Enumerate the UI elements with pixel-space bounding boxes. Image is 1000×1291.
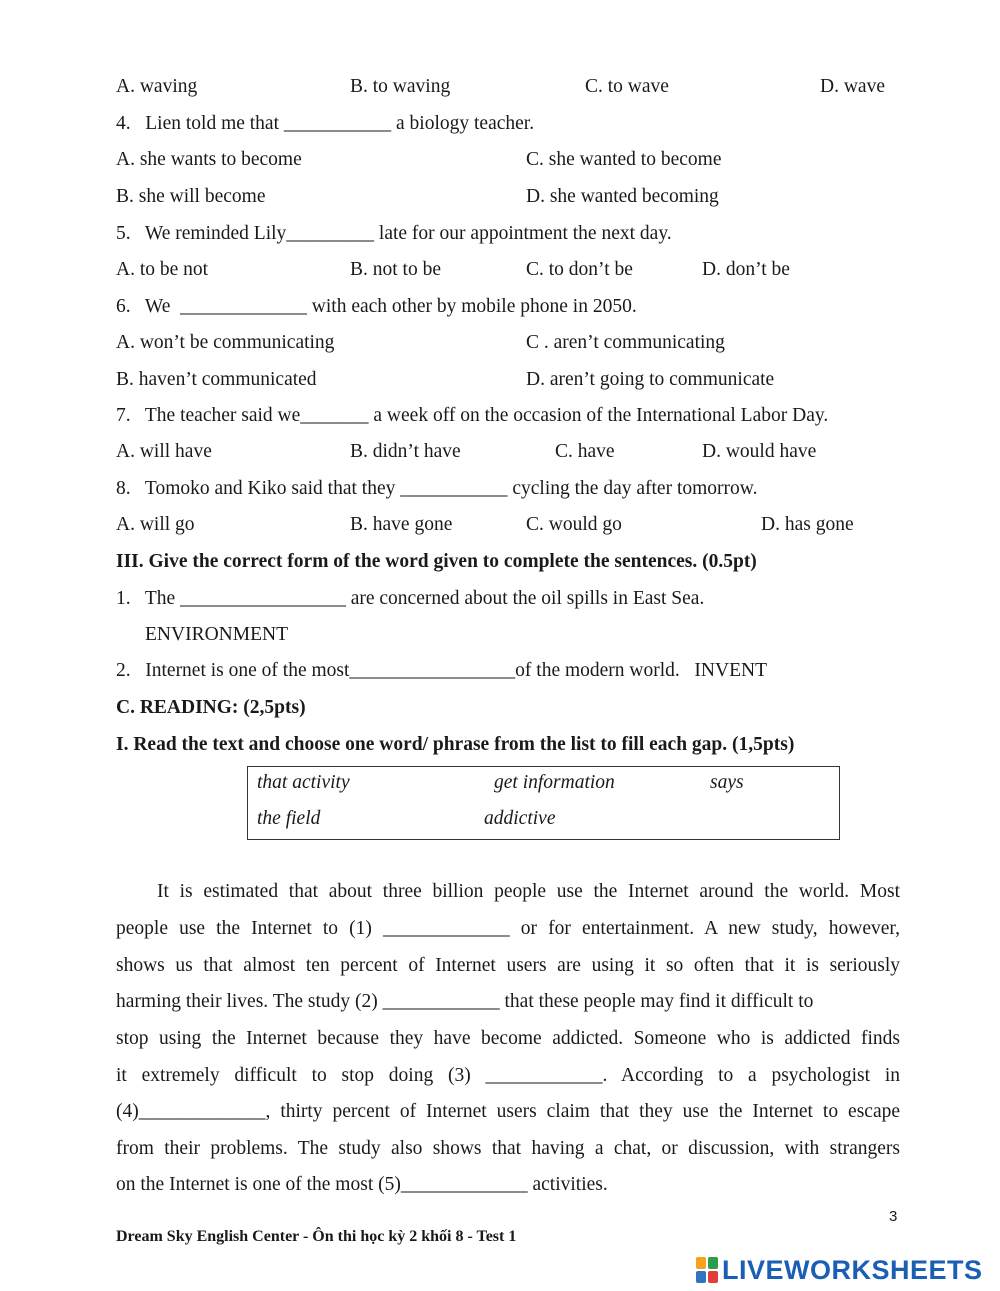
section3-heading: III. Give the correct form of the word given to complete the sentences. (0.5pt) [116, 551, 757, 572]
passage-line: it extremely difficult to stop doing (3) ____________. According to a psychologist in [116, 1065, 900, 1086]
passage-line: It is estimated that about three billion people use the Internet around the world. Most [157, 881, 900, 902]
q6-option-c: C . aren’t communicating [526, 332, 725, 353]
q5-option-a: A. to be not [116, 259, 209, 280]
q3-option-b: B. to waving [350, 76, 451, 97]
word-box-item: get information [494, 772, 615, 793]
footer-text: Dream Sky English Center - Ôn thi học kỳ 2 khối 8 - Test 1 [116, 1228, 517, 1245]
q3-option-a: A. waving [116, 76, 198, 97]
q8-option-a: A. will go [116, 514, 195, 535]
q5-option-d: D. don’t be [702, 259, 790, 280]
q8-option-d: D. has gone [761, 514, 854, 535]
q3-option-d: D. wave [820, 76, 885, 97]
brand-name: LIVEWORKSHEETS [722, 1254, 983, 1285]
word-box-item: addictive [484, 808, 556, 829]
q7-option-c: C. have [555, 441, 615, 462]
section3-item-1-word: ENVIRONMENT [145, 624, 288, 645]
word-box-item: says [710, 772, 744, 793]
page-number: 3 [889, 1208, 898, 1225]
passage-line: stop using the Internet because they have become addicted. Someone who is addicted finds [116, 1028, 900, 1049]
q6-option-d: D. aren’t going to communicate [526, 369, 775, 390]
q8-option-c: C. would go [526, 514, 622, 535]
section3-item-2: 2. Internet is one of the most_________________of the modern world. INVENT [116, 660, 767, 681]
q6-stem: 6. We _____________ with each other by mobile phone in 2050. [116, 296, 637, 317]
q8-stem: 8. Tomoko and Kiko said that they ___________ cycling the day after tomorrow. [116, 478, 758, 499]
q7-option-b: B. didn’t have [350, 441, 461, 462]
q7-stem: 7. The teacher said we_______ a week off on the occasion of the International Labor Day. [116, 405, 829, 426]
word-box-item: the field [257, 808, 321, 829]
passage-line: people use the Internet to (1) _____________ or for entertainment. A new study, however, [116, 918, 900, 939]
passage-line: from their problems. The study also shows that having a chat, or discussion, with strangers [116, 1138, 900, 1159]
q5-stem: 5. We reminded Lily_________ late for our appointment the next day. [116, 223, 672, 244]
q4-option-d: D. she wanted becoming [526, 186, 719, 207]
section3-item-1: 1. The _________________ are concerned about the oil spills in East Sea. [116, 588, 705, 609]
passage-line: on the Internet is one of the most (5)_____________ activities. [116, 1174, 608, 1195]
q8-option-b: B. have gone [350, 514, 453, 535]
q6-option-b: B. haven’t communicated [116, 369, 317, 390]
q4-stem: 4. Lien told me that ___________ a biology teacher. [116, 113, 535, 134]
passage-line: shows us that almost ten percent of Internet users are using it so often that it is seriously [116, 955, 900, 976]
passage-line: (4)_____________, thirty percent of Internet users claim that they use the Internet to escape [116, 1101, 900, 1122]
q4-option-a: A. she wants to become [116, 149, 302, 170]
q5-option-b: B. not to be [350, 259, 441, 280]
q4-option-c: C. she wanted to become [526, 149, 722, 170]
q7-option-a: A. will have [116, 441, 212, 462]
reading-heading: C. READING: (2,5pts) [116, 697, 306, 718]
q7-option-d: D. would have [702, 441, 817, 462]
q4-option-b: B. she will become [116, 186, 266, 207]
liveworksheets-logo [696, 1255, 983, 1285]
q5-option-c: C. to don’t be [526, 259, 633, 280]
passage-line: harming their lives. The study (2) ____________ that these people may find it difficult to [116, 991, 814, 1012]
liveworksheets-logo-icon [696, 1257, 718, 1283]
q3-option-c: C. to wave [585, 76, 669, 97]
q6-option-a: A. won’t be communicating [116, 332, 335, 353]
reading-subheading: I. Read the text and choose one word/ phrase from the list to fill each gap. (1,5pts) [116, 734, 795, 755]
word-box-item: that activity [257, 772, 350, 793]
